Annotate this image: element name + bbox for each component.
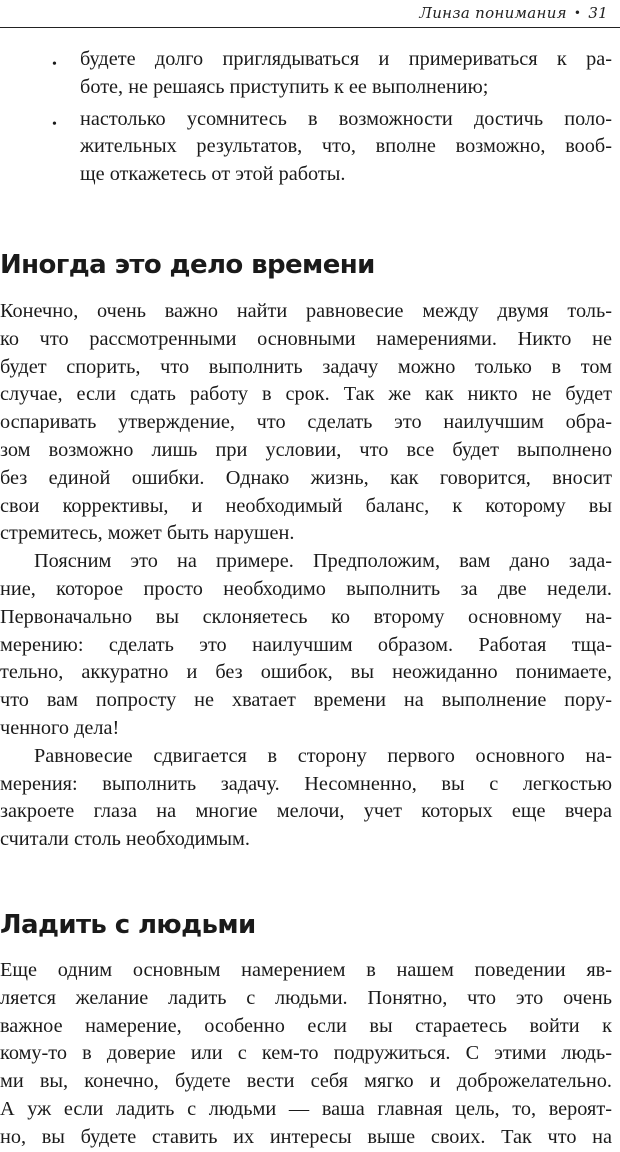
paragraph xyxy=(0,743,612,854)
header-rule xyxy=(0,27,620,28)
section-heading: Ладить с людьми xyxy=(0,909,256,940)
text-line: тельно, аккуратно и без ошибок, вы неожиданно понимаете, xyxy=(0,661,612,684)
text-line: будет спорить, что выполнить задачу можно только в том xyxy=(0,355,612,378)
text-line: Равновесие сдвигается в сторону первого основного на- xyxy=(34,744,612,767)
text-line: ко что рассмотренными основными намерениями. Никто не xyxy=(0,327,612,350)
page-number: 31 xyxy=(588,4,608,22)
text-line: Поясним это на примере. Предположим, вам дано зада- xyxy=(34,550,612,573)
text-line: мерения: выполнить задачу. Несомненно, вы с легкостью xyxy=(0,772,612,795)
text-line: закроете глаза на многие мелочи, учет которых еще вчера xyxy=(0,800,612,823)
text-line: стремитесь, может быть нарушен. xyxy=(0,522,295,545)
text-line: А уж если ладить с людьми — ваша главная цель, то, вероят- xyxy=(0,1097,612,1120)
header-separator: • xyxy=(573,6,582,20)
text-line: без единой ошибки. Однако жизнь, как говорится, вносит xyxy=(0,466,612,489)
text-line: зом возможно лишь при условии, что все будет выполнено xyxy=(0,438,612,461)
paragraph xyxy=(0,957,612,1152)
section-heading: Иногда это дело времени xyxy=(0,249,375,280)
text-line: мерению: сделать это наилучшим образом. Работая тща- xyxy=(0,633,612,656)
text-line: ние, которое просто необходимо выполнить за две недели. xyxy=(0,577,612,600)
running-title: Линза понимания xyxy=(419,4,567,22)
paragraph xyxy=(0,548,612,743)
text-line: настолько усомнитесь в возможности достичь поло- xyxy=(80,107,612,130)
bullet-item xyxy=(0,46,612,102)
text-line: случае, если сдать работу в срок. Так же как никто не будет xyxy=(0,383,612,406)
text-line: кому-то в доверие или с кем-то подружиться. С этими людь- xyxy=(0,1042,612,1065)
text-line: считали столь необходимым. xyxy=(0,828,250,851)
text-line: боте, не решаясь приступить к ее выполнению; xyxy=(80,75,489,98)
page-body xyxy=(0,46,612,1152)
text-line: жительных результатов, что, вполне возможно, вооб- xyxy=(80,135,612,158)
bullet-icon: • xyxy=(52,57,57,72)
text-line: Первоначально вы склоняетесь ко второму основному на- xyxy=(0,605,612,628)
text-line: ченного дела! xyxy=(0,716,120,739)
bullet-icon: • xyxy=(52,116,57,132)
paragraph xyxy=(0,298,612,548)
text-line: Еще одним основным намерением в нашем поведении яв- xyxy=(0,958,612,981)
text-line: но, вы будете ставить их интересы выше своих. Так что на xyxy=(0,1125,612,1148)
text-line: будете долго приглядываться и примериваться к ра- xyxy=(80,48,612,70)
text-line: Конечно, очень важно найти равновесие между двумя толь- xyxy=(0,299,612,322)
text-line: ми вы, конечно, будете вести себя мягко и доброжелательно. xyxy=(0,1070,612,1093)
bullet-item xyxy=(0,106,612,189)
text-line: ще откажетесь от этой работы. xyxy=(80,163,346,186)
text-line: ляется желание ладить с людьми. Понятно, что это очень xyxy=(0,986,612,1009)
text-line: оспаривать утверждение, что сделать это наилучшим обра- xyxy=(0,411,612,434)
running-header xyxy=(0,4,608,22)
text-line: свои коррективы, и необходимый баланс, к которому вы xyxy=(0,494,612,517)
text-line: важное намерение, особенно если вы стараетесь войти к xyxy=(0,1014,612,1037)
text-line: что вам попросту не хватает времени на выполнение пору- xyxy=(0,689,612,712)
